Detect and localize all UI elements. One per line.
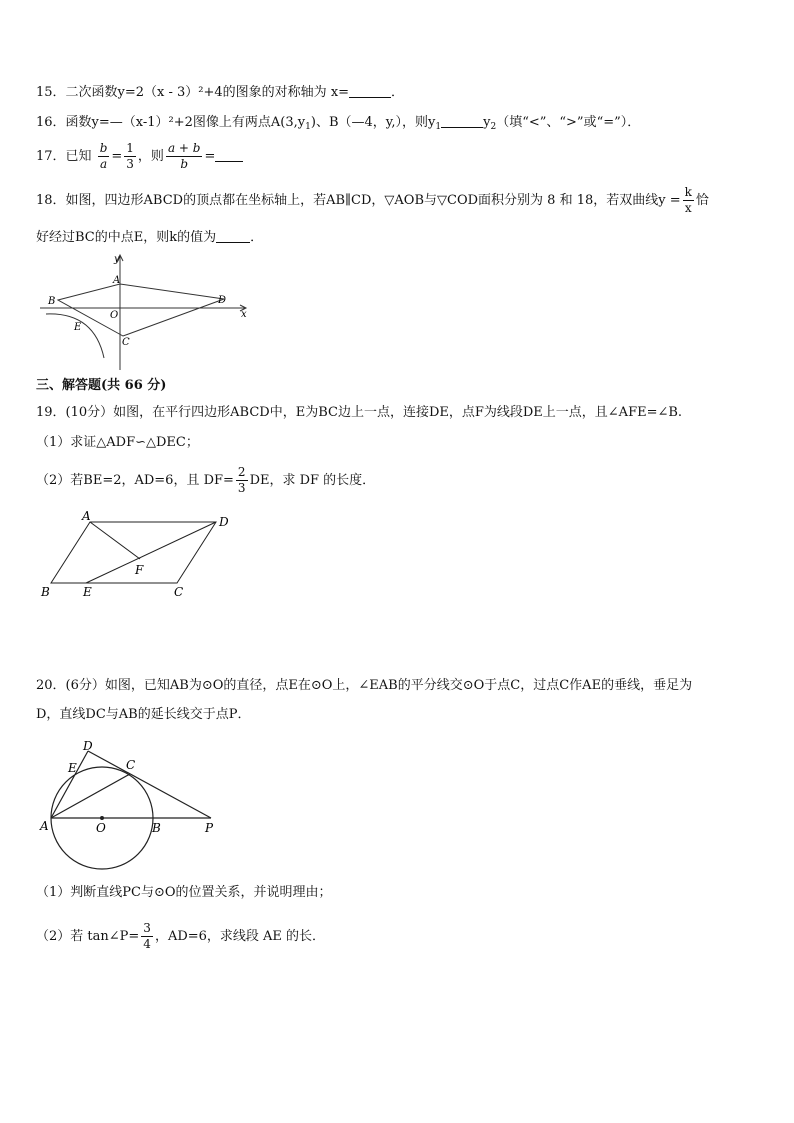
answer-blank xyxy=(216,230,250,243)
numerator: 2 xyxy=(237,465,246,479)
label-O: O xyxy=(96,821,106,835)
denominator: 3 xyxy=(126,157,134,171)
question-20-part-1: （1）判断直线PC与⊙O的位置关系，并说明理由； xyxy=(36,885,332,900)
question-16 xyxy=(36,114,640,136)
parallelogram-abcd xyxy=(51,522,216,583)
label-y: y xyxy=(114,254,120,265)
denominator: 4 xyxy=(143,937,151,951)
label-B: B xyxy=(152,821,161,835)
question-20-part-2 xyxy=(36,920,325,954)
label-x: x xyxy=(241,309,247,320)
q15-text: 15．二次函数y=2（x - 3）²+4的图象的对称轴为 x= xyxy=(36,85,350,100)
fraction-2-over-3 xyxy=(236,465,248,496)
label-B: B xyxy=(41,585,50,599)
q16-sub2: 1 xyxy=(435,122,442,132)
numerator: 1 xyxy=(126,141,134,155)
q17-mid: ，则 xyxy=(137,149,164,164)
label-A: A xyxy=(40,819,49,833)
denominator: b xyxy=(180,157,189,171)
q19-p2-post: DE，求 DF 的长度． xyxy=(249,473,376,488)
q17-pre: 17．已知 xyxy=(36,149,92,164)
q19-p2-pre: （2）若BE=2，AD=6，且 DF= xyxy=(36,473,234,488)
label-E: E xyxy=(74,322,82,333)
numerator: 3 xyxy=(143,921,151,935)
section-heading: 三、解答题(共 66 分) xyxy=(36,378,167,393)
question-20-line-1: 20．(6分）如图，已知AB为⊙O的直径，点E在⊙O上，∠EAB的平分线交⊙O于点C，过点C作AE的垂线，垂足为 xyxy=(36,678,693,693)
fraction-a-plus-b-over-b xyxy=(166,141,203,172)
numerator: a + b xyxy=(167,141,201,155)
fraction-3-over-4 xyxy=(141,921,153,952)
question-15 xyxy=(36,84,404,102)
label-P: P xyxy=(205,821,214,835)
question-18-line-1 xyxy=(36,184,709,218)
q18-line1-end: 恰 xyxy=(695,193,709,208)
denominator: 3 xyxy=(237,481,246,495)
question-18-line-2 xyxy=(36,229,263,247)
q20-figure xyxy=(36,736,226,874)
answer-blank xyxy=(215,149,243,162)
fraction-k-over-x xyxy=(683,185,694,216)
label-O: O xyxy=(110,310,119,321)
q18-line1: 18．如图，四边形ABCD的顶点都在坐标轴上，若AB∥CD，▽AOB与▽COD面积分别为 8 和 18，若双曲线y = xyxy=(36,193,681,208)
q15-end: ． xyxy=(391,85,405,100)
q18-figure xyxy=(36,250,256,375)
question-17 xyxy=(36,140,243,174)
label-F: F xyxy=(135,563,144,577)
fraction-1-over-3 xyxy=(124,141,136,172)
q16-mid1: )、B（—4，y,），则y xyxy=(310,115,436,130)
q16-pre: 16．函数y=—（x-1）²+2图像上有两点A(3,y xyxy=(36,115,306,130)
answer-blank xyxy=(349,85,391,98)
label-E: E xyxy=(68,761,77,775)
numerator: b xyxy=(99,141,108,155)
denominator: a xyxy=(99,157,108,171)
q19-figure xyxy=(36,508,246,603)
label-E: E xyxy=(83,585,92,599)
question-19-line-1: 19．(10分）如图，在平行四边形ABCD中，E为BC边上一点，连接DE，点F为线段DE上一点，且∠AFE=∠B. xyxy=(36,405,683,420)
answer-blank xyxy=(441,115,483,128)
line-dp xyxy=(88,751,211,818)
question-19-part-2 xyxy=(36,464,375,498)
q20-p2-post: ，AD=6，求线段 AE 的长． xyxy=(154,929,326,944)
q16-post: （填“<”、“>”或“=”）． xyxy=(496,115,641,130)
label-C: C xyxy=(174,585,184,599)
segment-af xyxy=(90,522,140,559)
q16-y2: y xyxy=(483,115,491,130)
label-D: D xyxy=(218,295,227,306)
q17-post: = xyxy=(204,149,216,164)
q18-line2: 好经过BC的中点E，则k的值为 xyxy=(36,230,217,245)
q20-p2-pre: （2）若 tan∠P= xyxy=(36,929,140,944)
q16-sub1: 1 xyxy=(305,122,311,132)
fraction-b-over-a xyxy=(98,141,110,172)
label-B: B xyxy=(48,296,56,307)
label-A: A xyxy=(82,509,91,523)
question-20-line-2: D，直线DC与AB的延长线交于点P． xyxy=(36,707,251,722)
label-C: C xyxy=(122,337,130,348)
q16-sub3: 2 xyxy=(490,122,497,132)
question-19-part-1: （1）求证△ADF∽△DEC； xyxy=(36,435,199,450)
numerator: k xyxy=(684,185,692,199)
label-C: C xyxy=(126,758,136,772)
label-A: A xyxy=(113,275,121,286)
equals: = xyxy=(111,149,123,164)
denominator: x xyxy=(684,201,692,215)
label-D: D xyxy=(83,739,93,753)
q18-line2-end: ． xyxy=(250,230,264,245)
label-D: D xyxy=(219,515,229,529)
quadrilateral-abcd xyxy=(58,284,227,336)
center-dot xyxy=(100,816,104,820)
